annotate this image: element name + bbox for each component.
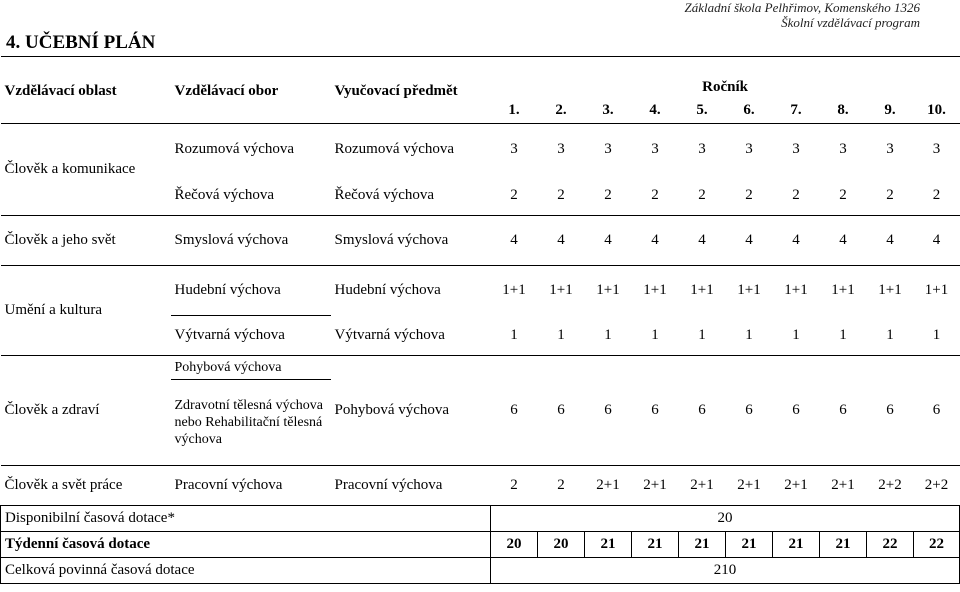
value-cell: 6 <box>773 356 820 466</box>
value-cell: 6 <box>820 356 867 466</box>
value-cell: 3 <box>773 124 820 176</box>
area-umeni: Umění a kultura <box>1 266 171 356</box>
col-header-area: Vzdělávací oblast <box>1 57 171 124</box>
value-cell: 1 <box>932 326 941 343</box>
value-cell: 1 <box>510 326 518 343</box>
col-header-field: Vzdělávací obor <box>171 57 331 124</box>
table-row-rozumova <box>1 124 960 176</box>
value-cell: 3 <box>726 124 773 176</box>
value-cell: 3 <box>538 124 585 176</box>
value-cell: 4 <box>726 216 773 266</box>
value-cell: 3 <box>867 124 914 176</box>
value-cell: 1 <box>604 326 612 343</box>
field-cell: Řečová výchova <box>174 186 275 203</box>
value-cell: 1+1 <box>820 266 867 316</box>
area-komunikace: Člověk a komunikace <box>1 124 171 216</box>
value-cell: 3 <box>585 124 632 176</box>
value-cell: 1+1 <box>538 266 585 316</box>
value-cell: 3 <box>914 124 960 176</box>
year-cell: 3. <box>602 101 614 118</box>
row-disponibilni <box>1 506 960 532</box>
value-cell: 4 <box>491 216 538 266</box>
value-cell: 3 <box>679 124 726 176</box>
value-cell: 2+1 <box>773 466 820 506</box>
value-cell: 6 <box>491 356 538 466</box>
value-cell: 1 <box>651 326 659 343</box>
value-cell: 1 <box>745 326 753 343</box>
year-cell: 9. <box>884 101 896 118</box>
value-cell: 1+1 <box>914 266 960 316</box>
value-cell: 2 <box>745 186 753 203</box>
field-cell: Pracovní výchova <box>171 466 331 506</box>
row-celkova <box>1 558 960 584</box>
area-zdravi: Člověk a zdraví <box>1 356 171 466</box>
value-cell: 1 <box>886 326 894 343</box>
value-cell: 2 <box>557 186 565 203</box>
value-cell: 1+1 <box>773 266 820 316</box>
subject-cell: Výtvarná výchova <box>334 326 445 343</box>
tydenni-value: 20 <box>491 532 538 558</box>
tydenni-value: 22 <box>867 532 914 558</box>
value-cell: 4 <box>679 216 726 266</box>
value-cell: 2+1 <box>726 466 773 506</box>
value-cell: 2+2 <box>867 466 914 506</box>
tydenni-value: 21 <box>679 532 726 558</box>
value-cell: 3 <box>632 124 679 176</box>
field-cell: Rozumová výchova <box>171 124 331 176</box>
value-cell: 2+1 <box>679 466 726 506</box>
page-title: 4. UČEBNÍ PLÁN <box>6 32 156 53</box>
field-cell: Pohybová výchova <box>171 356 331 380</box>
field-cell: Zdravotní tělesná výchova nebo Rehabilitační tělesná výchova <box>174 398 324 447</box>
col-header-grade: Ročník <box>491 57 960 98</box>
value-cell: 2 <box>792 186 800 203</box>
value-cell: 2+1 <box>820 466 867 506</box>
col-header-subject: Vyučovací předmět <box>331 57 491 124</box>
value-cell: 1 <box>698 326 706 343</box>
subject-cell: Hudební výchova <box>331 266 491 316</box>
year-cell: 6. <box>743 101 755 118</box>
value-cell: 2 <box>538 466 585 506</box>
value-cell: 1+1 <box>867 266 914 316</box>
value-cell: 1+1 <box>679 266 726 316</box>
value-cell: 1 <box>792 326 800 343</box>
tydenni-value: 21 <box>773 532 820 558</box>
disponibilni-value: 20 <box>491 506 960 532</box>
value-cell: 6 <box>726 356 773 466</box>
year-cell: 5. <box>696 101 708 118</box>
area-prace: Člověk a svět práce <box>1 466 171 506</box>
value-cell: 6 <box>585 356 632 466</box>
tydenni-value: 21 <box>726 532 773 558</box>
value-cell: 2 <box>886 186 894 203</box>
curriculum-table <box>0 56 960 584</box>
value-cell: 4 <box>820 216 867 266</box>
tydenni-label: Týdenní časová dotace <box>1 532 491 558</box>
value-cell: 6 <box>538 356 585 466</box>
year-cell: 2. <box>555 101 567 118</box>
year-cell: 8. <box>837 101 849 118</box>
value-cell: 6 <box>914 356 960 466</box>
value-cell: 6 <box>679 356 726 466</box>
value-cell: 4 <box>914 216 960 266</box>
subject-cell: Řečová výchova <box>334 186 435 203</box>
area-svet: Člověk a jeho svět <box>1 216 171 266</box>
value-cell: 2+2 <box>914 466 960 506</box>
year-cell: 10. <box>927 101 946 118</box>
table-row-pohybova <box>1 356 960 380</box>
value-cell: 3 <box>820 124 867 176</box>
value-cell: 3 <box>491 124 538 176</box>
value-cell: 2 <box>698 186 706 203</box>
subject-cell: Pohybová výchova <box>331 356 491 466</box>
year-cell: 1. <box>508 101 520 118</box>
value-cell: 1+1 <box>632 266 679 316</box>
program-name: Školní vzdělávací program <box>781 15 920 30</box>
table-row-pracovni <box>1 466 960 506</box>
tydenni-value: 21 <box>820 532 867 558</box>
year-cell: 4. <box>649 101 661 118</box>
table-row-smyslova <box>1 216 960 266</box>
celkova-label: Celková povinná časová dotace <box>1 558 491 584</box>
value-cell: 4 <box>585 216 632 266</box>
value-cell: 2 <box>839 186 847 203</box>
value-cell: 6 <box>867 356 914 466</box>
value-cell: 2+1 <box>585 466 632 506</box>
table-row-hudebni <box>1 266 960 316</box>
value-cell: 1 <box>557 326 565 343</box>
value-cell: 4 <box>773 216 820 266</box>
field-cell: Smyslová výchova <box>171 216 331 266</box>
value-cell: 2 <box>510 186 518 203</box>
row-tydenni <box>1 532 960 558</box>
value-cell: 1+1 <box>491 266 538 316</box>
tydenni-value: 22 <box>914 532 960 558</box>
value-cell: 4 <box>867 216 914 266</box>
value-cell: 6 <box>632 356 679 466</box>
school-name: Základní škola Pelhřimov, Komenského 1326 <box>684 0 920 15</box>
tydenni-value: 20 <box>538 532 585 558</box>
value-cell: 1+1 <box>726 266 773 316</box>
value-cell: 2+1 <box>632 466 679 506</box>
value-cell: 2 <box>651 186 659 203</box>
subject-cell: Pracovní výchova <box>331 466 491 506</box>
field-cell: Hudební výchova <box>171 266 331 316</box>
tydenni-value: 21 <box>585 532 632 558</box>
value-cell: 2 <box>491 466 538 506</box>
subject-cell: Smyslová výchova <box>331 216 491 266</box>
value-cell: 1 <box>839 326 847 343</box>
year-cell: 7. <box>790 101 802 118</box>
celkova-value: 210 <box>491 558 960 584</box>
disponibilni-label: Disponibilní časová dotace* <box>1 506 491 532</box>
value-cell: 4 <box>538 216 585 266</box>
subject-cell: Rozumová výchova <box>331 124 491 176</box>
value-cell: 1+1 <box>585 266 632 316</box>
page-header <box>684 0 920 30</box>
field-cell: Výtvarná výchova <box>171 316 331 356</box>
tydenni-value: 21 <box>632 532 679 558</box>
value-cell: 2 <box>604 186 612 203</box>
value-cell: 4 <box>632 216 679 266</box>
value-cell: 2 <box>932 186 941 203</box>
